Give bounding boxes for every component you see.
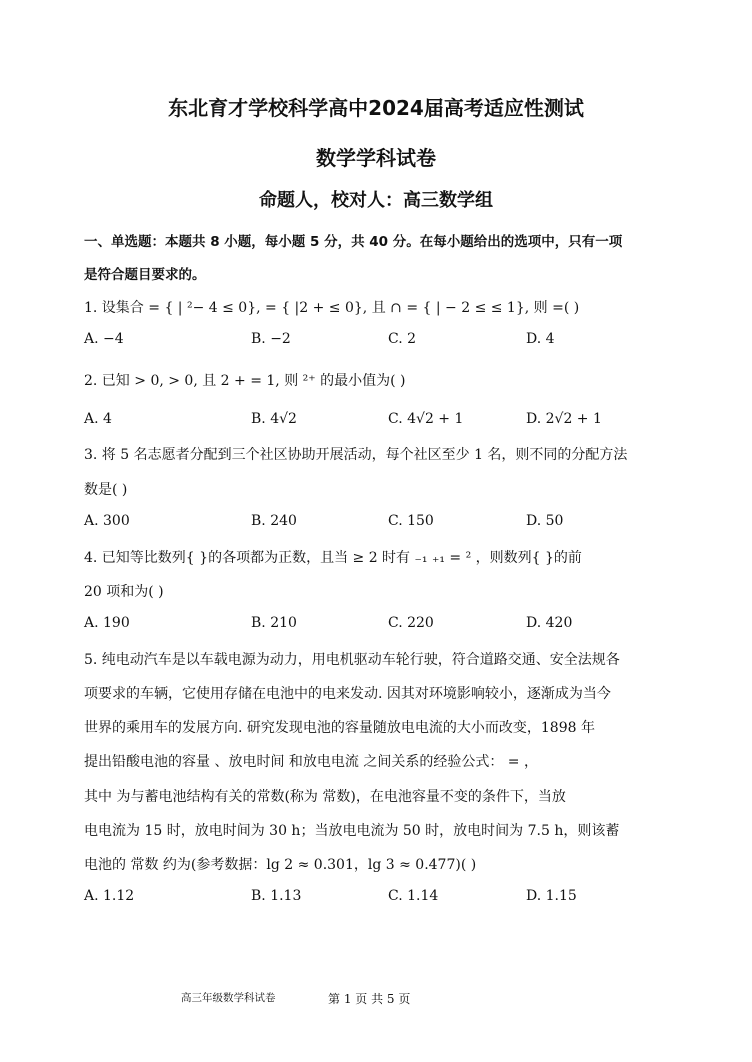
question-5-text-line4: 提出铅酸电池的容量 、放电时间 和放电电流 之间关系的经验公式： = ， <box>84 754 538 770</box>
question-2-option-b: B. 4√2 <box>251 411 297 427</box>
question-5-text-line1: 5. 纯电动汽车是以车载电源为动力，用电机驱动车轮行驶，符合道路交通、安全法规各 <box>84 652 620 668</box>
section-instructions-line2: 是符合题目要求的。 <box>84 267 206 283</box>
question-4-option-d: D. 420 <box>526 615 573 631</box>
question-4-option-a: A. 190 <box>84 615 130 631</box>
footer-course-label: 高三年级数学科试卷 <box>181 992 276 1004</box>
question-3-option-a: A. 300 <box>84 513 130 529</box>
question-5-text-line2: 项要求的车辆，它使用存储在电池中的电来发动. 因其对环境影响较小，逐渐成为当今 <box>84 686 611 702</box>
question-5-option-d: D. 1.15 <box>526 888 577 904</box>
question-5-option-c: C. 1.14 <box>388 888 439 904</box>
question-2-option-c: C. 4√2 + 1 <box>388 411 464 427</box>
question-2-option-a: A. 4 <box>84 411 112 427</box>
question-1-option-c: C. 2 <box>388 331 417 347</box>
question-3-option-c: C. 150 <box>388 513 434 529</box>
question-3-text-line1: 3. 将 5 名志愿者分配到三个社区协助开展活动，每个社区至少 1 名，则不同的分配方法 <box>84 447 628 463</box>
question-1-text: 1. 设集合 = { | ²− 4 ≤ 0}, = { |2 + ≤ 0}, 且 ∩ = { | − 2 ≤ ≤ 1}, 则 =( ) <box>84 300 580 316</box>
question-5-option-b: B. 1.13 <box>251 888 302 904</box>
question-1-option-a: A. −4 <box>84 331 124 347</box>
section-instructions-line1: 一、单选题：本题共 8 小题，每小题 5 分，共 40 分。在每小题给出的选项中，只有一项 <box>84 234 623 250</box>
question-3-option-b: B. 240 <box>251 513 297 529</box>
question-1-option-d: D. 4 <box>526 331 555 347</box>
question-5-text-line6: 电电流为 15 时，放电时间为 30 h；当放电电流为 50 时，放电时间为 7.5 h，则该蓄 <box>84 823 620 839</box>
question-3-option-d: D. 50 <box>526 513 564 529</box>
footer-page-number: 第 1 页 共 5 页 <box>328 992 411 1006</box>
question-4-option-b: B. 210 <box>251 615 297 631</box>
question-3-text-line2: 数是( ) <box>84 482 128 498</box>
question-5-text-line5: 其中 为与蓄电池结构有关的常数(称为 常数)，在电池容量不变的条件下，当放 <box>84 789 566 805</box>
question-5-text-line7: 电池的 常数 约为(参考数据：lg 2 ≈ 0.301，lg 3 ≈ 0.477)( ) <box>84 857 477 873</box>
exam-authors: 命题人，校对人：高三数学组 <box>259 190 493 211</box>
exam-title: 东北育才学校科学高中2024届高考适应性测试 <box>168 96 584 120</box>
question-4-text-line2: 20 项和为( ) <box>84 584 164 600</box>
question-5-text-line3: 世界的乘用车的发展方向. 研究发现电池的容量随放电电流的大小而改变，1898 年 <box>84 720 595 736</box>
question-5-option-a: A. 1.12 <box>84 888 135 904</box>
question-2-text: 2. 已知 > 0, > 0, 且 2 + = 1, 则 ²⁺ 的最小值为( ) <box>84 373 406 389</box>
question-2-option-d: D. 2√2 + 1 <box>526 411 602 427</box>
exam-subject-title: 数学学科试卷 <box>316 146 436 170</box>
question-4-option-c: C. 220 <box>388 615 434 631</box>
question-1-option-b: B. −2 <box>251 331 291 347</box>
question-4-text-line1: 4. 已知等比数列{ }的各项都为正数，且当 ≥ 2 时有 ₋₁ ₊₁ = ² ，则数列{ }的前 <box>84 550 582 566</box>
